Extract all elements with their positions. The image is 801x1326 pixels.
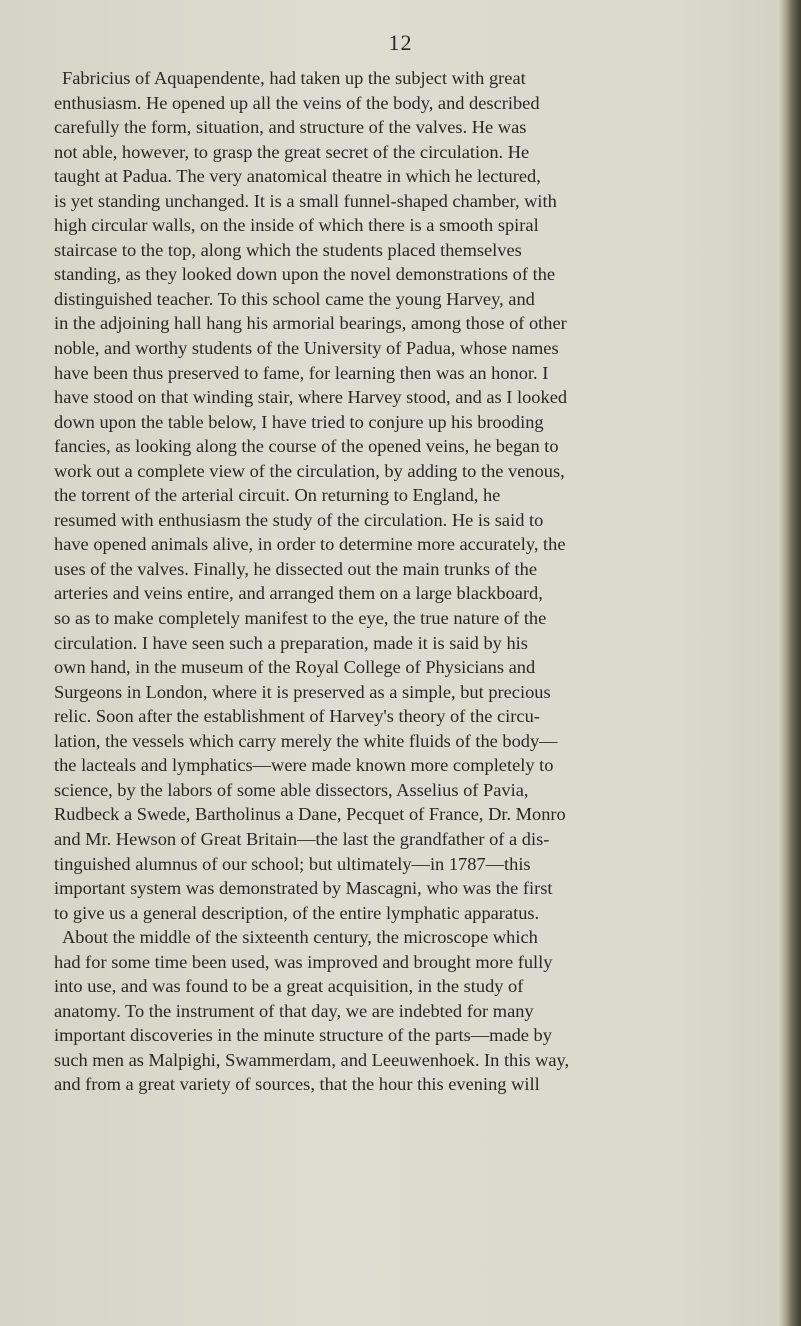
text-line: so as to make completely manifest to the eye, the true nature of the: [54, 608, 547, 629]
text-line: important discoveries in the minute structure of the parts—made by: [54, 1025, 552, 1046]
text-line: staircase to the top, along which the students placed themselves: [54, 239, 522, 260]
text-line: Fabricius of Aquapendente, had taken up the subject with great: [62, 68, 526, 88]
text-line: the lacteals and lymphatics—were made known more completely to: [54, 755, 554, 776]
page-edge-shadow: [779, 0, 801, 1326]
text-line: lation, the vessels which carry merely the white fluids of the body—: [54, 730, 558, 751]
text-line: high circular walls, on the inside of which there is a smooth spiral: [54, 215, 539, 236]
text-line: relic. Soon after the establishment of Harvey's theory of the circu-: [54, 706, 540, 727]
text-line: noble, and worthy students of the University of Padua, whose names: [54, 338, 559, 359]
text-line: in the adjoining hall hang his armorial bearings, among those of other: [54, 313, 567, 334]
text-line: arteries and veins entire, and arranged them on a large blackboard,: [54, 583, 543, 604]
text-line: tinguished alumnus of our school; but ultimately—in 1787—this: [54, 853, 531, 874]
text-line: own hand, in the museum of the Royal College of Physicians and: [54, 657, 536, 678]
text-line: not able, however, to grasp the great secret of the circulation. He: [54, 141, 530, 162]
text-line: important system was demonstrated by Mascagni, who was the first: [54, 878, 553, 899]
text-line: to give us a general description, of the entire lymphatic apparatus.: [54, 902, 540, 923]
text-line: distinguished teacher. To this school came the young Harvey, and: [54, 288, 535, 309]
text-line: into use, and was found to be a great acquisition, in the study of: [54, 976, 524, 997]
text-line: Surgeons in London, where it is preserved as a simple, but precious: [54, 681, 551, 702]
text-line: taught at Padua. The very anatomical theatre in which he lectured,: [54, 166, 541, 187]
text-line: such men as Malpighi, Swammerdam, and Leeuwenhoek. In this way,: [54, 1049, 570, 1070]
text-line: fancies, as looking along the course of the opened veins, he began to: [54, 436, 559, 457]
text-line: have been thus preserved to fame, for learning then was an honor. I: [54, 362, 549, 383]
text-line: science, by the labors of some able dissectors, Asselius of Pavia,: [54, 779, 529, 800]
text-line: down upon the table below, I have tried to conjure up his brooding: [54, 411, 544, 432]
text-line: circulation. I have seen such a preparation, made it is said by his: [54, 632, 528, 653]
text-line: and from a great variety of sources, that the hour this evening will: [54, 1074, 540, 1095]
text-line: work out a complete view of the circulation, by adding to the venous,: [54, 460, 565, 481]
text-line: uses of the valves. Finally, he dissected out the main trunks of the: [54, 558, 537, 579]
text-line: carefully the form, situation, and structure of the valves. He was: [54, 117, 527, 138]
text-line: resumed with enthusiasm the study of the circulation. He is said to: [54, 509, 544, 530]
body-text: [54, 66, 766, 1097]
text-line: and Mr. Hewson of Great Britain—the last the grandfather of a dis-: [54, 828, 550, 849]
text-line: About the middle of the sixteenth century, the microscope which: [62, 927, 538, 948]
text-line: the torrent of the arterial circuit. On returning to England, he: [54, 485, 501, 506]
text-line: is yet standing unchanged. It is a small funnel-shaped chamber, with: [54, 190, 557, 211]
text-line: anatomy. To the instrument of that day, we are indebted for many: [54, 1000, 534, 1021]
text-line: had for some time been used, was improved and brought more fully: [54, 951, 553, 972]
text-line: have stood on that winding stair, where Harvey stood, and as I looked: [54, 387, 568, 408]
page-number: 12: [388, 30, 413, 55]
text-line: Rudbeck a Swede, Bartholinus a Dane, Pecquet of France, Dr. Monro: [54, 804, 566, 825]
text-line: have opened animals alive, in order to determine more accurately, the: [54, 534, 566, 555]
text-line: standing, as they looked down upon the novel demonstrations of the: [54, 264, 556, 285]
text-line: enthusiasm. He opened up all the veins of the body, and described: [54, 92, 540, 113]
